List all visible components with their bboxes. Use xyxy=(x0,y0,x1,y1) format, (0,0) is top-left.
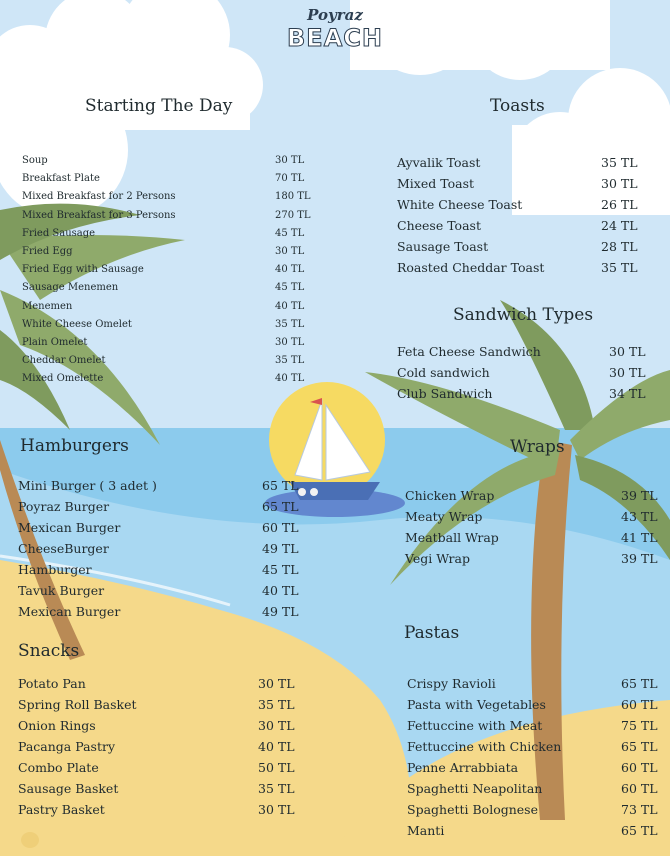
menu-list-wraps xyxy=(405,488,667,572)
menu-list-hamburgers xyxy=(18,478,308,625)
menu-item xyxy=(18,781,308,802)
menu-item-name: Roasted Cheddar Toast xyxy=(397,260,545,275)
menu-item-price: 65 TL xyxy=(262,478,299,493)
menu-item xyxy=(18,499,308,520)
menu-item-name: Menemen xyxy=(22,300,73,312)
menu-list-snacks xyxy=(18,676,308,823)
menu-item-price: 28 TL xyxy=(601,239,638,254)
menu-item-name: Club Sandwich xyxy=(397,386,493,401)
menu-item-name: Pastry Basket xyxy=(18,802,105,817)
menu-item-name: Mexican Burger xyxy=(18,520,121,535)
menu-list-sandwich xyxy=(397,344,667,407)
menu-item-price: 60 TL xyxy=(262,520,299,535)
menu-item xyxy=(407,760,669,781)
menu-item-name: Vegi Wrap xyxy=(405,551,470,566)
section-title-starting: Starting The Day xyxy=(85,96,233,116)
menu-item-price: 30 TL xyxy=(275,336,305,348)
menu-item-name: White Cheese Omelet xyxy=(22,318,132,330)
menu-item xyxy=(22,301,312,319)
menu-item-name: Fried Egg with Sausage xyxy=(22,264,144,276)
menu-item xyxy=(22,337,312,355)
menu-item xyxy=(407,823,669,844)
menu-item-name: Pacanga Pastry xyxy=(18,739,116,754)
menu-item xyxy=(397,365,667,386)
menu-item-name: Potato Pan xyxy=(18,676,86,691)
menu-item xyxy=(18,697,308,718)
menu-item-price: 60 TL xyxy=(621,781,658,796)
menu-item-name: Mixed Omelette xyxy=(22,373,104,385)
menu-item-price: 73 TL xyxy=(621,802,658,817)
menu-item xyxy=(397,197,667,218)
menu-item xyxy=(18,802,308,823)
menu-item-price: 35 TL xyxy=(601,260,638,275)
menu-item xyxy=(397,176,667,197)
menu-item-name: Crispy Ravioli xyxy=(407,676,496,691)
section-title-snacks: Snacks xyxy=(18,641,80,661)
menu-item-price: 49 TL xyxy=(262,541,299,556)
menu-item-name: Manti xyxy=(407,823,445,838)
menu-item-name: Chicken Wrap xyxy=(405,488,495,503)
menu-item-name: Sausage Basket xyxy=(18,781,119,796)
menu-item xyxy=(22,210,312,228)
menu-item-price: 70 TL xyxy=(275,173,305,185)
menu-item xyxy=(18,604,308,625)
menu-item-price: 180 TL xyxy=(275,191,311,203)
menu-item-name: Pasta with Vegetables xyxy=(407,697,546,712)
menu-item xyxy=(397,239,667,260)
menu-item xyxy=(397,344,667,365)
menu-item xyxy=(22,173,312,191)
menu-item-name: Soup xyxy=(22,155,48,166)
menu-item-price: 39 TL xyxy=(621,488,658,503)
menu-item-price: 49 TL xyxy=(262,604,299,619)
menu-item-price: 30 TL xyxy=(258,718,295,733)
menu-item xyxy=(18,676,308,697)
menu-item-name: Hamburger xyxy=(18,562,92,577)
menu-item xyxy=(18,718,308,739)
menu-item xyxy=(407,781,669,802)
menu-item-price: 35 TL xyxy=(258,697,295,712)
menu-item xyxy=(407,697,669,718)
menu-item-name: Cheese Toast xyxy=(397,218,481,233)
menu-item xyxy=(22,155,312,173)
menu-item xyxy=(18,478,308,499)
menu-item xyxy=(22,373,312,391)
menu-item-price: 39 TL xyxy=(621,551,658,566)
menu-item-price: 65 TL xyxy=(621,823,658,838)
menu-item-price: 75 TL xyxy=(621,718,658,733)
menu-list-toasts xyxy=(397,155,667,281)
menu-item xyxy=(18,739,308,760)
menu-item-price: 40 TL xyxy=(275,264,305,276)
menu-item-price: 35 TL xyxy=(275,355,305,367)
menu-item-name: Penne Arrabbiata xyxy=(407,760,519,775)
menu-item xyxy=(18,760,308,781)
menu-item-name: Meaty Wrap xyxy=(405,509,483,524)
menu-item-price: 45 TL xyxy=(275,227,305,239)
menu-item-price: 60 TL xyxy=(621,760,658,775)
menu-item-price: 30 TL xyxy=(275,155,305,166)
logo-script-text: Poyraz xyxy=(307,6,363,24)
menu-item-price: 50 TL xyxy=(258,760,295,775)
menu-item xyxy=(18,520,308,541)
section-title-toasts: Toasts xyxy=(490,96,545,116)
menu-item xyxy=(397,260,667,281)
menu-item-name: Meatball Wrap xyxy=(405,530,499,545)
menu-item xyxy=(407,739,669,760)
menu-item xyxy=(22,191,312,209)
menu-item xyxy=(22,228,312,246)
menu-item-price: 65 TL xyxy=(262,499,299,514)
menu-item-price: 30 TL xyxy=(275,245,305,257)
menu-item-price: 41 TL xyxy=(621,530,658,545)
menu-item-name: Spring Roll Basket xyxy=(18,697,137,712)
menu-item-price: 30 TL xyxy=(609,344,646,359)
menu-item-name: Onion Rings xyxy=(18,718,96,733)
menu-item xyxy=(22,355,312,373)
menu-item-name: Spaghetti Bolognese xyxy=(407,802,538,817)
menu-item-name: Mixed Breakfast for 2 Persons xyxy=(22,191,176,203)
menu-item-price: 65 TL xyxy=(621,739,658,754)
menu-item xyxy=(407,802,669,823)
menu-list-pastas xyxy=(407,676,669,844)
menu-item-name: Cold sandwich xyxy=(397,365,490,380)
menu-item-price: 40 TL xyxy=(275,300,305,312)
menu-item-price: 30 TL xyxy=(609,365,646,380)
menu-item-name: White Cheese Toast xyxy=(397,197,523,212)
menu-item xyxy=(22,282,312,300)
menu-item-name: Fried Sausage xyxy=(22,227,96,239)
menu-item-name: CheeseBurger xyxy=(18,541,109,556)
menu-item xyxy=(405,509,667,530)
menu-item-price: 60 TL xyxy=(621,697,658,712)
menu-item-price: 43 TL xyxy=(621,509,658,524)
menu-item-name: Mixed Toast xyxy=(397,176,475,191)
menu-item-name: Spaghetti Neapolitan xyxy=(407,781,543,796)
menu-item xyxy=(405,551,667,572)
menu-item-price: 65 TL xyxy=(621,676,658,691)
menu-item-price: 45 TL xyxy=(275,282,305,294)
menu-item-name: Plain Omelet xyxy=(22,336,88,348)
menu-item-price: 35 TL xyxy=(601,155,638,170)
menu-item-name: Poyraz Burger xyxy=(18,499,110,514)
menu-item-name: Cheddar Omelet xyxy=(22,355,106,367)
menu-item-name: Sausage Menemen xyxy=(22,282,119,294)
menu-item-price: 35 TL xyxy=(275,318,305,330)
menu-item xyxy=(18,541,308,562)
section-title-sandwich: Sandwich Types xyxy=(453,305,594,325)
menu-item-name: Mexican Burger xyxy=(18,604,121,619)
menu-item-name: Feta Cheese Sandwich xyxy=(397,344,541,359)
menu-item xyxy=(18,583,308,604)
menu-item-price: 45 TL xyxy=(262,562,299,577)
menu-item xyxy=(405,530,667,551)
menu-item-price: 30 TL xyxy=(601,176,638,191)
section-title-wraps: Wraps xyxy=(510,437,565,457)
menu-item xyxy=(407,676,669,697)
menu-item xyxy=(405,488,667,509)
menu-item-name: Breakfast Plate xyxy=(22,173,100,185)
section-title-pastas: Pastas xyxy=(404,623,460,643)
menu-item-name: Mixed Breakfast for 3 Persons xyxy=(22,209,176,221)
menu-item-name: Combo Plate xyxy=(18,760,99,775)
menu-item xyxy=(407,718,669,739)
menu-item-price: 40 TL xyxy=(258,739,295,754)
menu-item xyxy=(397,155,667,176)
menu-item-price: 34 TL xyxy=(609,386,646,401)
menu-item-name: Fettuccine with Chicken xyxy=(407,739,562,754)
menu-item-name: Tavuk Burger xyxy=(18,583,105,598)
menu-item xyxy=(397,218,667,239)
logo-beach-text: BEACH xyxy=(287,24,383,52)
menu-item-name: Sausage Toast xyxy=(397,239,489,254)
menu-item-price: 30 TL xyxy=(258,676,295,691)
section-title-hamburgers: Hamburgers xyxy=(20,436,129,456)
menu-item xyxy=(397,386,667,407)
menu-item xyxy=(22,246,312,264)
menu-item-price: 40 TL xyxy=(262,583,299,598)
menu-item xyxy=(18,562,308,583)
menu-item-price: 30 TL xyxy=(258,802,295,817)
menu-item-name: Ayvalik Toast xyxy=(397,155,481,170)
menu-item-name: Fried Egg xyxy=(22,245,73,257)
menu-list-starting xyxy=(22,155,312,391)
menu-item-price: 24 TL xyxy=(601,218,638,233)
menu-item xyxy=(22,264,312,282)
menu-item-price: 26 TL xyxy=(601,197,638,212)
menu-item-price: 270 TL xyxy=(275,209,311,221)
menu-item-price: 40 TL xyxy=(275,373,305,385)
menu-item-name: Mini Burger ( 3 adet ) xyxy=(18,478,157,493)
menu-item-name: Fettuccine with Meat xyxy=(407,718,543,733)
menu-item xyxy=(22,319,312,337)
menu-item-price: 35 TL xyxy=(258,781,295,796)
